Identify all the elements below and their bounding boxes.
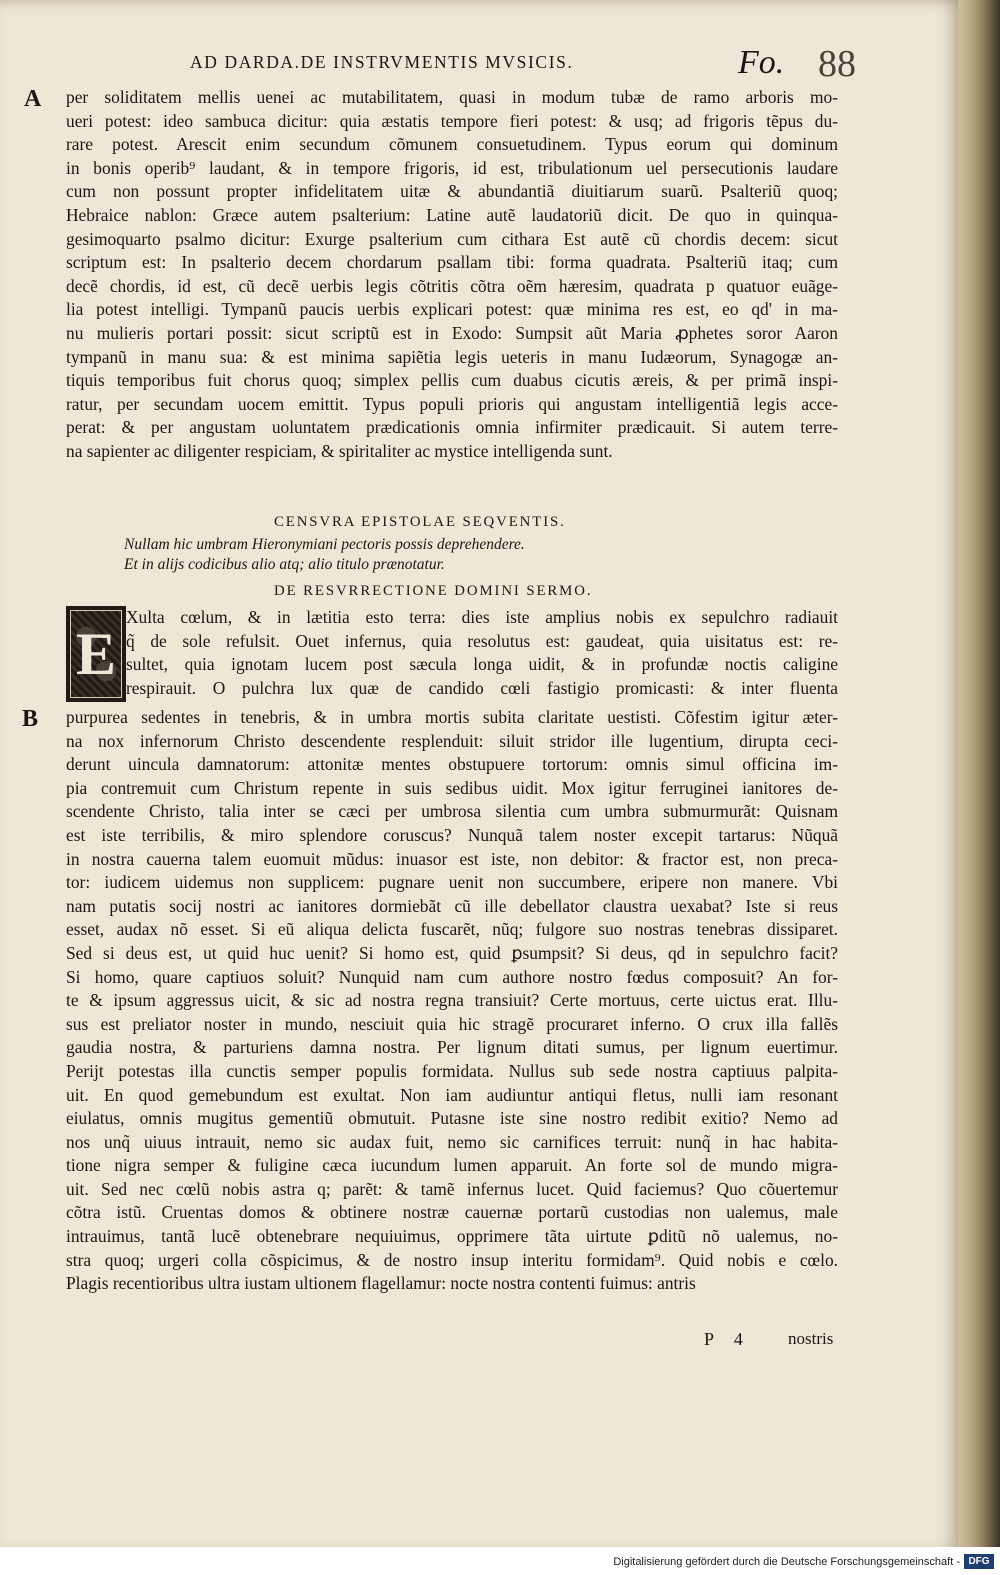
text-line: gesimoquarto psalmo dicitur: Exurge psalterium cum cithara Est autẽ cũ chordis decem: sicut <box>66 228 838 249</box>
text-block-instruments <box>66 86 838 464</box>
text-line: in nostra cauerna talem euomuit mũdus: inuasor est iste, non debitor: & fractor est, non preca- <box>66 848 838 869</box>
page-gutter-edge <box>958 0 1000 1547</box>
text-line: Plagis recentioribus ultra iustam ultionem flagellamur: nocte nostra contenti fuimus: antris <box>66 1273 696 1294</box>
margin-letter-a: A <box>24 86 42 112</box>
sermo-heading: DE RESVRRECTIONE DOMINI SERMO. <box>274 583 593 599</box>
text-line: purpurea sedentes in tenebris, & in umbra mortis subita claritate uestisti. Cõfestim igitur æter- <box>66 707 838 727</box>
text-line: nos unq̃ uiuus intrauit, nemo sic audax fuit, nemo sic carnifices terruit: nunq̃ in hac habita- <box>66 1131 838 1152</box>
text-line: perat: & per angustam uoluntatem prædicationis omnia infirmiter prædicauit. Si autem terre- <box>66 417 838 438</box>
margin-letter-b: B <box>22 706 39 732</box>
initial-letter: E <box>75 621 117 687</box>
signature-mark: P 4 <box>704 1329 751 1349</box>
running-head: AD DARDA.DE INSTRVMENTIS MVSICIS. <box>190 52 574 72</box>
text-line: scriptum est: In psalterio decem chordarum psallam tibi: forma quadrata. Psalteriũ itaq; cum <box>66 252 838 273</box>
text-line: na sapienter ac diligenter respiciam, & spiritaliter ac mystice intelligenda sunt. <box>66 440 613 461</box>
text-line: ratur, per secundam uocem emittit. Typus populi prioris qui angustam intelligentiã legis acce- <box>66 393 838 414</box>
text-line: derunt uincula damnatorum: attonitæ mentes obstupuere tortorum: omnis simul officina im- <box>66 754 838 775</box>
text-line: tiquis temporibus fuit chorus quoq; simplex pellis cum duabus cicutis æreis, & per primã inspi- <box>66 370 838 391</box>
text-line: nu mulieris portari possit: sicut scriptũ est in Exodo: Sumpsit aũt Maria ꝓphetes soror Aaron <box>66 322 838 343</box>
censura-line: Et in alijs codicibus alio atq; alio titulo prænotatur. <box>124 556 445 573</box>
text-line: sus est preliator noster in mundo, nesciuit quia hic stragẽ procuraret inferno. O crux illa fallẽs <box>66 1013 838 1034</box>
text-line: gaudia nostra, & parturiens damna nostra. Per lignum ditati sumus, per lignum euertimur. <box>66 1037 838 1058</box>
text-line: Sed si deus est, ut quid huc uenit? Si homo est, quid ꝑsumpsit? Si deus, qd in sepulchro facit? <box>66 942 838 963</box>
text-line: na nox infernorum Christo descendente resplenduit: siluit stridor ille lugentium, dirupta ceci- <box>66 730 838 751</box>
text-line: ueri potest: ideo sambuca dicitur: quia æstatis tempore fieri potest: & usq; ad frigoris tẽpus du- <box>66 110 838 131</box>
text-line: te & ipsum aggressus uicit, & sic ad nostra regna transiuit? Certe mortuus, certe uictus erat. Illu- <box>66 990 838 1011</box>
text-line: tympanũ in manu sua: & est minima sapiẽtia legis ueteris in manu Iudæorum, Synagogæ an- <box>66 346 838 367</box>
text-line: Perijt potestas illa cunctis semper populis formidata. Nullus sub sede nostra captiuus palpita- <box>66 1060 838 1081</box>
text-line: uit. En quod gemebundum est exultat. Non iam audiuntur antiqui fletus, nulli iam resonant <box>66 1084 838 1105</box>
text-line: pia contremuit cum Christum repente in suis sedibus uidit. Mox igitur ferruginei ianitores de- <box>66 777 838 798</box>
text-line: nam putatis socij nostri ac ianitores dormiebãt cũ ille debellator claustra uexabat? Iste si reus <box>66 895 838 916</box>
text-line: uit. Sed nec cœlũ nobis astra q; parẽt: & tamẽ infernus lucet. Quid faciemus? Quo cõuertemur <box>66 1178 838 1199</box>
sermo-body <box>66 706 838 1296</box>
text-line: rare potest. Arescit enim secundum cõmunem consuetudinem. Typus eorum qui dominum <box>66 134 838 155</box>
footer-bar <box>0 1547 1000 1575</box>
decorated-initial <box>66 606 126 702</box>
censura-line: Nullam hic umbram Hieronymiani pectoris possis deprehendere. <box>124 536 525 553</box>
text-line: intrauimus, tantã lucẽ obtenebrare nequiuimus, opprimere tãta uirtute ꝑditũ nõ ualemus, no- <box>66 1226 838 1247</box>
text-line: stra quoq; urgeri colla cõspicimus, & de nostro insup interitu formidam⁹. Quid nobis e cœlo. <box>66 1249 838 1270</box>
folio-number: 88 <box>818 43 856 85</box>
text-line: lia potest intelligi. Tympanũ paucis uerbis explicari potest: quæ minima res est, eo qd' in ma- <box>66 299 838 320</box>
sermo-opening-lines <box>126 606 838 700</box>
text-line: sultet, quia ignotam lucem post sæcula longa uidit, & in profundæ noctis caligine <box>126 654 838 675</box>
text-line: est iste terribilis, & miro splendore coruscus? Nunquã talem noster excepit tartarus: Nũquã <box>66 824 838 845</box>
text-line: tor: iudicem uidemus non supplicem: pugnare uenit non succumbere, eripere non manere. Vbi <box>66 872 838 893</box>
text-line: decẽ chordis, id est, cũ decẽ uerbis legis cõtritis cõtra oẽm hæresim, quadrata p quatuor euãge- <box>66 275 838 296</box>
catchword: nostris <box>788 1329 834 1348</box>
text-line: Xulta cœlum, & in lætitia esto terra: dies iste amplius nobis ex sepulchro radiauit <box>126 607 838 627</box>
text-line: tione nigra semper & fuligine cæca iucundum lumen apparuit. An forte sol de mundo migra- <box>66 1155 838 1176</box>
text-line: scendente Christo, talia inter se cæci per umbrosa silentia cum umbra submurmurãt: Quisnam <box>66 801 838 822</box>
text-line: cõtra istũ. Cruentas domos & obtinere nostræ cauernæ portarũ custodias non ualemus, male <box>66 1202 838 1223</box>
text-line: q̃ de sole refulsit. Ouet infernus, quia resolutus est: gaudeat, quia uisitatus est: re- <box>126 630 838 651</box>
text-line: in bonis operib⁹ laudant, & in tempore frigoris, id est, tribulationum uel persecutionis laudare <box>66 157 838 178</box>
text-line: cum non possunt propter infidelitatem uitæ & abundantiã diuitiarum suarũ. Psalteriũ quoq; <box>66 181 838 202</box>
folio-label: Fo. <box>738 44 785 81</box>
text-line: per soliditatem mellis uenei ac mutabilitatem, quasi in modum tubæ de ramo arboris mo- <box>66 87 838 107</box>
text-line: esset, audax nõ esset. Si eũ aliqua delicta fuscarẽt, nũq; fulgore suo nostras tenebras dissiparet. <box>66 919 838 940</box>
initial-ornament <box>70 610 122 698</box>
censura-heading: CENSVRA EPISTOLAE SEQVENTIS. <box>274 514 566 530</box>
censura-text <box>124 535 525 575</box>
dfg-logo: DFG <box>964 1554 994 1569</box>
footer-credit: Digitalisierung gefördert durch die Deutsche Forschungsgemeinschaft - <box>613 1556 960 1568</box>
text-line: eiulatus, omnis mugitus gementiũ obmutuit. Putasne iste sine nostro redibit exitio? Nemo ad <box>66 1108 838 1129</box>
text-line: Si homo, quare captiuos soluit? Nunquid nam cum authore nostro fœdus composuit? An for- <box>66 966 838 987</box>
text-line: respirauit. O pulchra lux quæ de candido cœli fastigio promicasti: & inter fluenta <box>126 677 838 698</box>
text-line: Hebraice nablon: Græce autem psalterium: Latine autẽ laudatoriũ dicit. De quo in quinqua- <box>66 204 838 225</box>
